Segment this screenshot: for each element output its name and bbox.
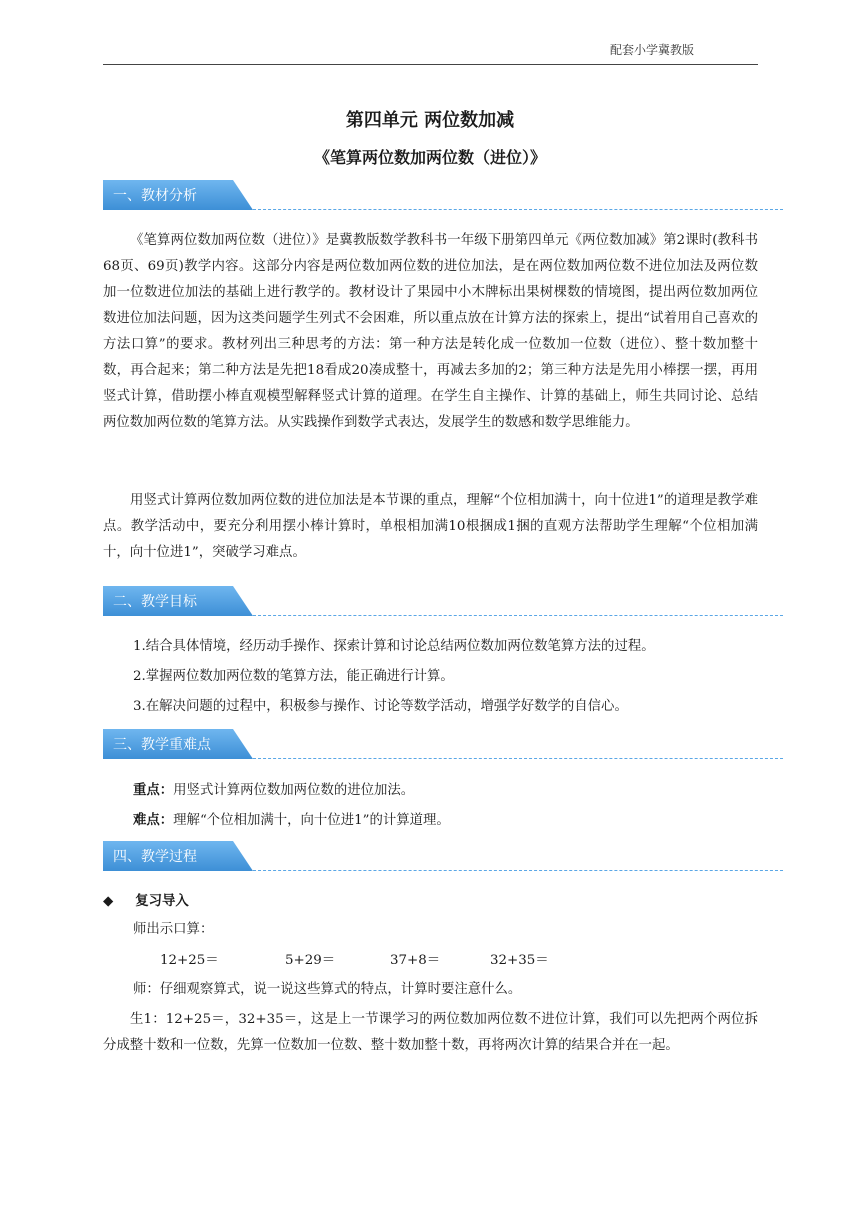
- expression-3: 37+8＝: [390, 953, 441, 968]
- page-title: 第四单元 两位数加减: [345, 110, 515, 131]
- keypoint-focus: [133, 777, 414, 804]
- goal-item-3: 3.在解决问题的过程中，积极参与操作、讨论等数学活动，增强学好数学的自信心。: [133, 699, 628, 714]
- section-header-process: [103, 841, 783, 875]
- diamond-bullet-icon: ◆: [103, 894, 114, 909]
- analysis-paragraph-2: 用竖式计算两位数加两位数的进位加法是本节课的重点，理解“个位相加满十，向十位进1”的道理是教学难点。教学活动中，要充分利用摆小棒计算时，单根相加满10根捆成1捆的直观方法帮助学生理解“个位相加满十，向十位进1”，突破学习难点。: [103, 493, 758, 560]
- section-label: 三、教学重难点: [113, 737, 211, 753]
- goal-item-2: 2.掌握两位数加两位数的笔算方法，能正确进行计算。: [133, 669, 454, 684]
- goal-item-1: 1.结合具体情境，经历动手操作、探索计算和讨论总结两位数加两位数笔算方法的过程。: [133, 639, 655, 654]
- analysis-paragraph-1: 《笔算两位数加两位数（进位）》是冀教版数学教科书一年级下册第四单元《两位数加减》第2课时(教科书68页、69页)教学内容。这部分内容是两位数加两位数的进位加法，是在两位数加两位数不进位加法及两位数加一位数进位加法的基础上进行教学的。教材设计了果园中小木牌标出果树棵数的情境图，提出两位数加两位数进位加法问题，因为这类问题学生列式不会困难，所以重点放在计算方法的探索上，提出“试着用自己喜欢的方法口算”的要求。教材列出三种思考的方法：第一种方法是转化成一位数加一位数（进位）、整十数加整十数，再合起来；第二种方法是先把18看成20凑成整十，再减去多加的2；第三种方法是先用小棒摆一摆，再用竖式计算，借助摆小棒直观模型解释竖式计算的道理。在学生自主操作、计算的基础上，师生共同讨论、总结两位数加两位数的笔算方法。从实践操作到数学式表达，发展学生的数感和数学思维能力。: [103, 233, 758, 430]
- review-heading-text: 复习导入: [135, 893, 189, 909]
- focus-label: 重点：: [133, 782, 174, 798]
- teacher-show-text: 师出示口算：: [133, 922, 214, 937]
- header-divider: [103, 64, 758, 65]
- section-header-analysis: [103, 180, 783, 214]
- header-note: 配套小学冀教版: [610, 43, 695, 57]
- section-dashed-line: [253, 758, 783, 759]
- review-heading: [103, 888, 189, 915]
- focus-text: 用竖式计算两位数加两位数的进位加法。: [173, 783, 415, 798]
- section-label: 四、教学过程: [113, 849, 197, 865]
- difficulty-text: 理解“个位相加满十，向十位进1”的计算道理。: [173, 813, 450, 828]
- section-dashed-line: [253, 870, 783, 871]
- difficulty-label: 难点：: [133, 812, 174, 828]
- keypoint-difficulty: [133, 807, 450, 834]
- page-subtitle: 《笔算两位数加两位数（进位）》: [313, 148, 546, 167]
- expression-2: 5+29＝: [285, 953, 336, 968]
- section-header-keypoints: [103, 729, 783, 763]
- teacher-question: 师：仔细观察算式，说一说这些算式的特点，计算时要注意什么。: [133, 982, 522, 997]
- section-dashed-line: [253, 209, 783, 210]
- section-dashed-line: [253, 615, 783, 616]
- section-label: 二、教学目标: [113, 594, 197, 610]
- expression-4: 32+35＝: [490, 953, 549, 968]
- student-answer-1: 生1：12+25＝，32+35＝，这是上一节课学习的两位数加两位数不进位计算，我们可以先把两个两位拆分成整十数和一位数，先算一位数加一位数、整十数加整十数，再将两次计算的结果合并在一起。: [103, 1012, 758, 1053]
- expression-1: 12+25＝: [160, 953, 219, 968]
- section-header-goals: [103, 586, 783, 620]
- section-label: 一、教材分析: [113, 188, 197, 204]
